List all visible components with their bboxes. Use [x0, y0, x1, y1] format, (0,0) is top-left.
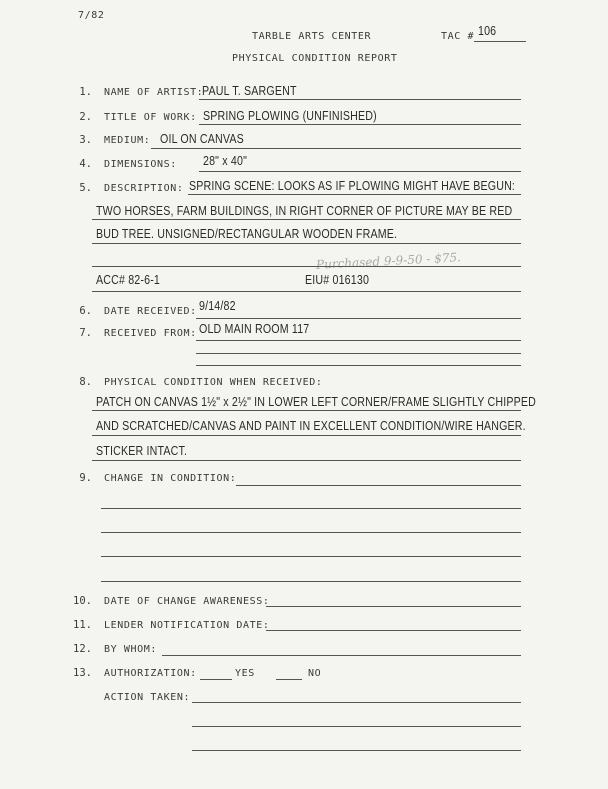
- center-name: TARBLE ARTS CENTER: [252, 31, 372, 42]
- received-from-label: RECEIVED FROM:: [104, 328, 197, 339]
- authorization-yes: YES: [235, 668, 255, 679]
- action-taken-line[interactable]: [192, 726, 521, 727]
- medium-line: [151, 148, 521, 149]
- change-line[interactable]: [101, 581, 521, 582]
- condition-rule: [92, 460, 521, 461]
- authorization-no: NO: [308, 668, 322, 679]
- change-line[interactable]: [101, 532, 521, 533]
- condition-rule: [92, 435, 521, 436]
- tac-line: [474, 41, 526, 42]
- item-number: 7.: [79, 327, 92, 339]
- lender-notification-line[interactable]: [266, 630, 521, 631]
- title-label: TITLE OF WORK:: [104, 112, 197, 123]
- action-taken-line[interactable]: [192, 702, 521, 703]
- received-from-line: [196, 340, 521, 341]
- item-number: 4.: [79, 158, 92, 170]
- change-label: CHANGE IN CONDITION:: [104, 473, 237, 484]
- received-from-line: [196, 365, 521, 366]
- physical-condition-label: PHYSICAL CONDITION WHEN RECEIVED:: [104, 377, 323, 388]
- description-line-3: BUD TREE. UNSIGNED/RECTANGULAR WOODEN FRAME.: [96, 226, 398, 241]
- condition-line-1: PATCH ON CANVAS 1½" x 2½" IN LOWER LEFT CORNER/FRAME SLIGHTLY CHIPPED: [96, 394, 537, 409]
- authorization-yes-blank[interactable]: [200, 679, 232, 680]
- description-rule: [92, 219, 521, 220]
- lender-notification-label: LENDER NOTIFICATION DATE:: [104, 620, 270, 631]
- purchase-note: Purchased 9-9-50 - $75.: [315, 250, 462, 272]
- action-taken-label: ACTION TAKEN:: [104, 692, 191, 703]
- description-rule: [188, 194, 521, 195]
- report-title: PHYSICAL CONDITION REPORT: [232, 53, 398, 64]
- date-received-line: [196, 318, 521, 319]
- change-awareness-label: DATE OF CHANGE AWARENESS:: [104, 596, 270, 607]
- artist-label: NAME OF ARTIST:: [104, 87, 204, 98]
- item-number: 6.: [79, 305, 92, 317]
- date-code: 7/82: [78, 10, 105, 21]
- by-whom-line[interactable]: [162, 655, 521, 656]
- received-from-line: [196, 353, 521, 354]
- change-line[interactable]: [101, 508, 521, 509]
- authorization-label: AUTHORIZATION:: [104, 668, 197, 679]
- description-line-2: TWO HORSES, FARM BUILDINGS, IN RIGHT CORNER OF PICTURE MAY BE RED: [96, 203, 513, 218]
- item-number: 2.: [79, 111, 92, 123]
- dimensions-line: [199, 171, 521, 172]
- item-number: 13.: [73, 667, 92, 679]
- item-number: 1.: [79, 86, 92, 98]
- action-taken-line[interactable]: [192, 750, 521, 751]
- artist-line: [199, 99, 521, 100]
- change-line[interactable]: [101, 556, 521, 557]
- by-whom-label: BY WHOM:: [104, 644, 157, 655]
- condition-line-2: AND SCRATCHED/CANVAS AND PAINT IN EXCELLENT CONDITION/WIRE HANGER.: [96, 418, 526, 433]
- dimensions-label: DIMENSIONS:: [104, 159, 177, 170]
- description-rule: [92, 243, 521, 244]
- change-line[interactable]: [236, 485, 521, 486]
- item-number: 8.: [79, 376, 92, 388]
- description-label: DESCRIPTION:: [104, 183, 184, 194]
- authorization-no-blank[interactable]: [276, 679, 302, 680]
- condition-rule: [92, 410, 521, 411]
- condition-line-3: STICKER INTACT.: [96, 443, 188, 458]
- tac-label: TAC #: [441, 31, 475, 42]
- title-line: [199, 124, 521, 125]
- dimensions-value: 28" x 40": [203, 153, 248, 168]
- item-number: 5.: [79, 182, 92, 194]
- artist-value: PAUL T. SARGENT: [202, 83, 297, 98]
- item-number: 11.: [73, 619, 92, 631]
- description-rule: [92, 291, 521, 292]
- description-line-1: SPRING SCENE: LOOKS AS IF PLOWING MIGHT HAVE BEGUN:: [189, 178, 516, 193]
- change-awareness-line[interactable]: [266, 606, 521, 607]
- medium-label: MEDIUM:: [104, 135, 151, 146]
- date-received-label: DATE RECEIVED:: [104, 306, 197, 317]
- item-number: 9.: [79, 472, 92, 484]
- acc-number: ACC# 82-6-1: [96, 272, 161, 287]
- eiu-number: EIU# 016130: [305, 272, 370, 287]
- item-number: 12.: [73, 643, 92, 655]
- tac-value: 106: [478, 23, 497, 38]
- title-value: SPRING PLOWING (UNFINISHED): [203, 108, 377, 123]
- item-number: 10.: [73, 595, 92, 607]
- medium-value: OIL ON CANVAS: [160, 131, 244, 146]
- received-from-value: OLD MAIN ROOM 117: [199, 321, 310, 336]
- description-rule: [92, 266, 521, 267]
- date-received-value: 9/14/82: [199, 298, 236, 313]
- item-number: 3.: [79, 134, 92, 146]
